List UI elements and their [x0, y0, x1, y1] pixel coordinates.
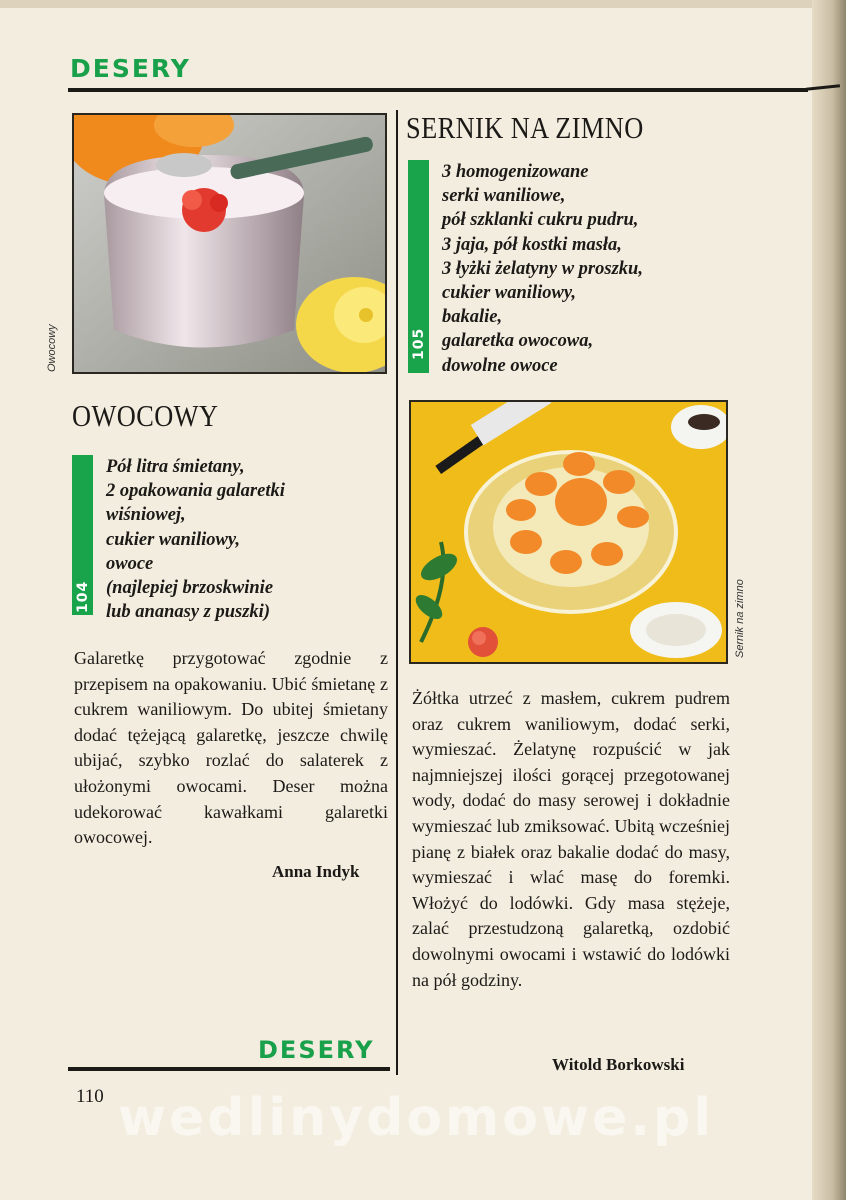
ingredient-item: owoce — [106, 553, 154, 574]
ingredient-item: lub ananasy z puszki) — [106, 602, 270, 623]
ingredient-item: serki waniliowe, — [442, 186, 566, 207]
photo-owocowy — [72, 113, 387, 374]
ingredient-item: galaretka owocowa, — [442, 331, 594, 352]
ingredient-item: wiśniowej, — [106, 505, 186, 526]
instructions-sernik: Żółtka utrzeć z masłem, cukrem pudrem oraz cukrem waniliowym, dodać serki, wymieszać. Żelatynę rozpuścić w jak najmniejszej ilości gorącej przegotowanej wody, dodać do masy serowej i dokładnie wymieszać lub zmiksować. Ubitą wcześniej pianę z białek oraz bakalie dodać do masy, wymieszać i wlać masę do foremki. Włożyć do lodówki. Gdy masa stężeje, zalać przestudzoną galaretką, ozdobić dowolnymi owocami i wstawić do lodówki na pół godziny. — [412, 688, 730, 990]
ingredients-block-104 — [72, 455, 382, 623]
ingredient-item: Pół litra śmietany, — [106, 457, 245, 477]
page-right-edge — [812, 0, 846, 1200]
ingredient-item: 3 łyżki żelatyny w proszku, — [442, 258, 643, 279]
ingredients-list-sernik — [442, 160, 643, 378]
author-owocowy: Anna Indyk — [272, 862, 360, 881]
ingredient-item: pół szklanki cukru pudru, — [442, 210, 639, 231]
page-number: 110 — [76, 1086, 104, 1107]
recipe-number-105: 105 — [411, 327, 427, 360]
recipe-title-owocowy: OWOCOWY — [72, 398, 219, 433]
page-top-edge — [0, 0, 846, 8]
ingredients-list-owocowy — [106, 455, 285, 624]
ingredient-item: dowolne owoce — [442, 355, 558, 376]
photo-owocowy-image — [74, 115, 385, 372]
instructions-owocowy: Galaretkę przygotować zgodnie z przepisem na opakowaniu. Ubić śmietanę z cukrem waniliowym. Do ubitej śmietany dodać tężejącą galaretkę, jeszcze chwilę ubijać, szybko rozlać do salaterek z ułożonymi owocami. Deser można udekorować kawałkami galaretki owocowej. — [74, 648, 388, 848]
photo-sernik — [409, 400, 728, 664]
watermark: wedlinydomowe.pl — [118, 1088, 715, 1148]
recipe-number-104: 104 — [75, 580, 91, 613]
photo-sernik-image — [411, 402, 726, 662]
photo-caption-owocowy: Owocowy — [46, 324, 58, 372]
footer-rule — [68, 1067, 390, 1071]
photo-caption-sernik: Sernik na zimno — [734, 579, 746, 658]
column-divider — [396, 110, 398, 1075]
ingredient-item: cukier waniliowy, — [442, 283, 576, 304]
ingredient-item: 3 homogenizowane — [442, 162, 589, 182]
ingredient-item: 2 opakowania galaretki — [106, 481, 285, 502]
ingredient-item: bakalie, — [442, 307, 503, 328]
ingredient-item: 3 jaja, pół kostki masła, — [442, 234, 622, 255]
author-sernik: Witold Borkowski — [552, 1055, 685, 1074]
section-footer-tag: DESERY — [258, 1036, 375, 1064]
ingredients-block-105 — [408, 160, 728, 375]
recipe-title-sernik: SERNIK NA ZIMNO — [406, 110, 644, 145]
header-rule — [68, 88, 808, 92]
ingredient-item: cukier waniliowy, — [106, 529, 240, 550]
ingredient-item: (najlepiej brzoskwinie — [106, 578, 274, 599]
section-header-tag: DESERY — [70, 54, 191, 83]
